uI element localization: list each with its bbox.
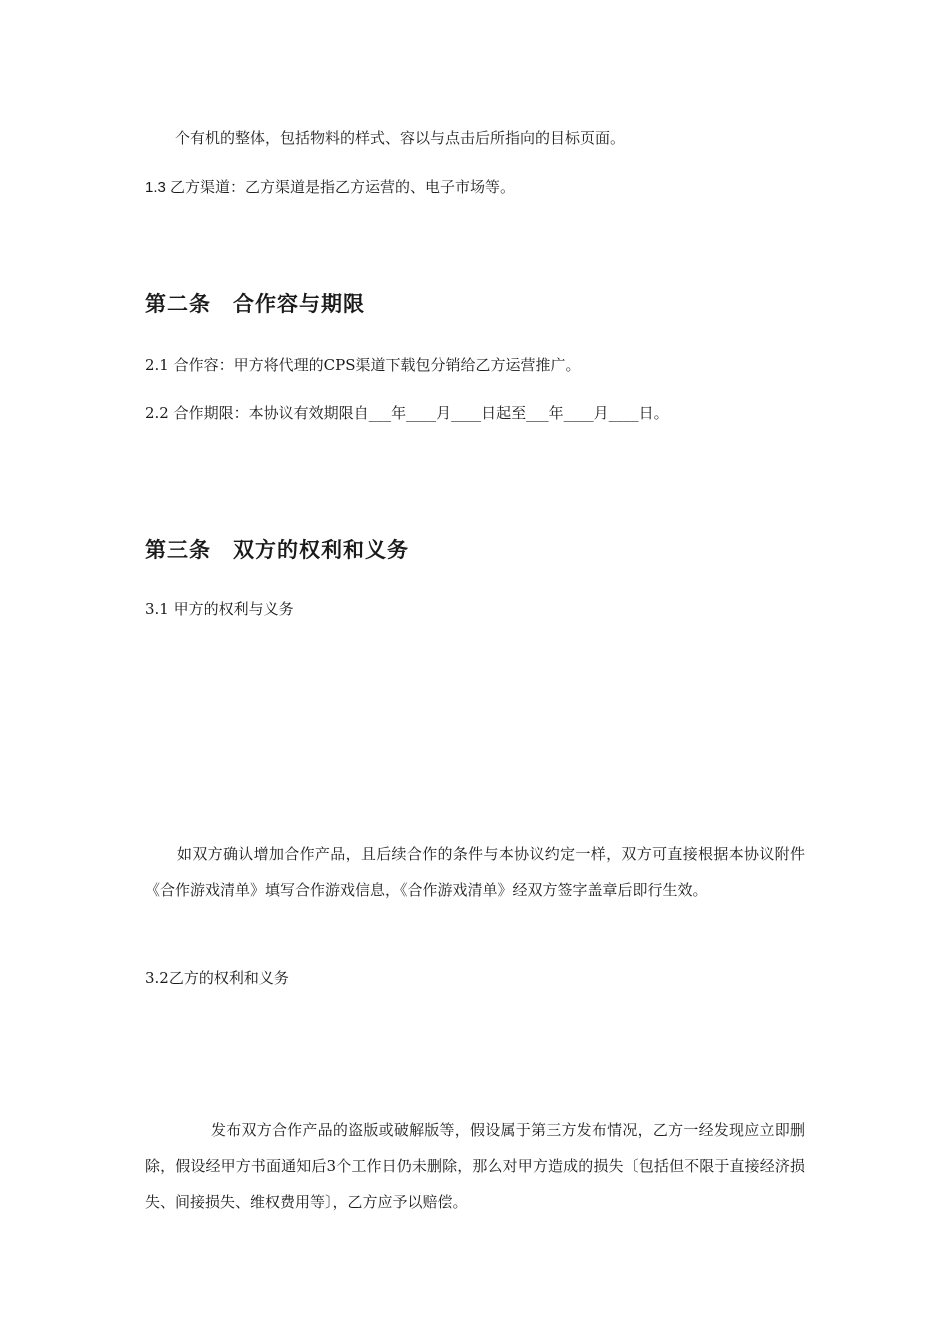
paragraph-piracy: 发布双方合作产品的盗版或破解版等，假设属于第三方发布情况，乙方一经发现应立即删除，假设经甲方书面通知后3个工作日仍未删除，那么对甲方造成的损失〔包括但不限于直接经济损失、间接损失、维权费用等〕，乙方应予以赔偿。 (145, 1121, 805, 1211)
clause-1-3: 1.3 乙方渠道：乙方渠道是指乙方运营的、电子市场等。 (145, 179, 516, 196)
clause-2-2: 2.2 合作期限：本协议有效期限自___年____月____日起至___年____月____日。 (145, 404, 669, 422)
clause-3-2: 3.2乙方的权利和义务 (145, 969, 289, 987)
clause-3-1: 3.1 甲方的权利与义务 (145, 600, 294, 618)
article-2-heading: 第二条 合作容与期限 (145, 292, 365, 316)
intro-continuation-line: 个有机的整体，包括物料的样式、容以与点击后所指向的目标页面。 (175, 129, 626, 147)
paragraph-additional-products: 如双方确认增加合作产品，且后续合作的条件与本协议约定一样，双方可直接根据本协议附件《合作游戏清单》填写合作游戏信息，《合作游戏清单》经双方签字盖章后即行生效。 (145, 845, 805, 899)
clause-2-1: 2.1 合作容：甲方将代理的CPS渠道下载包分销给乙方运营推广。 (145, 356, 581, 374)
article-3-heading: 第三条 双方的权利和义务 (145, 538, 409, 562)
